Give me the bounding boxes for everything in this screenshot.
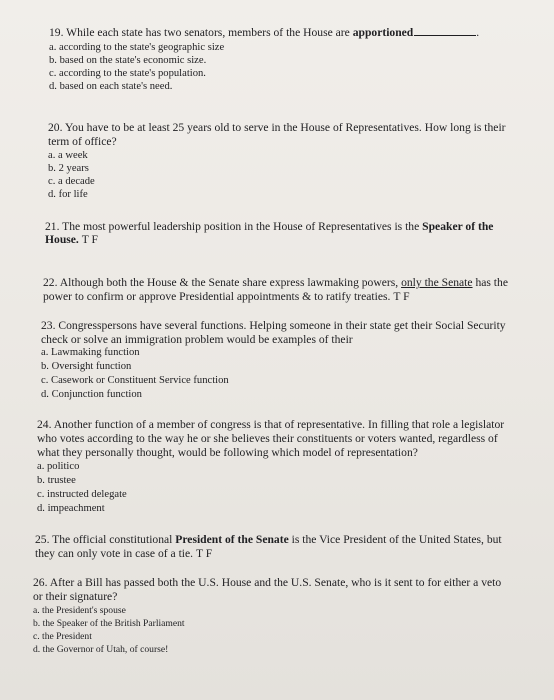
- question-25-stem-line-1: 25. The official constitutional President of the Senate is the Vice President of the United States, but: [35, 533, 502, 546]
- option-c: c. Casework or Constituent Service function: [41, 375, 229, 386]
- question-24-stem-line-2: who votes according to the way he or she believes their constituents or voters wanted, regardless of: [37, 432, 498, 445]
- option-c: c. the President: [33, 631, 92, 642]
- option-c: c. according to the state's population.: [49, 68, 206, 79]
- option-d: d. Conjunction function: [41, 389, 142, 400]
- question-26-stem-line-1: 26. After a Bill has passed both the U.S. House and the U.S. Senate, who is it sent to for either a veto: [33, 576, 502, 589]
- answer-blank: [414, 26, 476, 36]
- option-a: a. the President's spouse: [33, 605, 126, 616]
- question-23-stem-line-1: 23. Congresspersons have several functions. Helping someone in their state get their Social Security: [41, 319, 506, 332]
- question-25-stem-line-2: they can only vote in case of a tie. T F: [35, 547, 213, 560]
- option-d: d. for life: [48, 189, 88, 200]
- option-b: b. based on the state's economic size.: [49, 55, 207, 66]
- question-24-stem-line-1: 24. Another function of a member of congress is that of representative. In filling that role a legislator: [37, 418, 505, 431]
- option-a: a. Lawmaking function: [41, 347, 140, 358]
- question-23-stem-line-2: check or solve an immigration problem would be examples of their: [41, 333, 353, 346]
- true-false-choice: T F: [195, 547, 213, 560]
- true-false-choice: T F: [81, 233, 98, 246]
- option-a: a. politico: [37, 461, 80, 472]
- option-b: b. trustee: [37, 475, 76, 486]
- question-21-stem-line-1: 21. The most powerful leadership position in the House of Representatives is the Speaker of the: [45, 220, 494, 233]
- option-c: c. instructed delegate: [37, 489, 127, 500]
- question-20-stem-line-2: term of office?: [48, 135, 117, 148]
- option-a: a. according to the state's geographic size: [49, 42, 225, 53]
- option-a: a. a week: [48, 150, 88, 161]
- question-22-stem-line-1: 22. Although both the House & the Senate share express lawmaking powers, only the Senate has the: [43, 276, 508, 289]
- option-d: d. based on each state's need.: [49, 81, 173, 92]
- true-false-choice: T F: [393, 290, 410, 303]
- option-c: c. a decade: [48, 176, 95, 187]
- question-22-stem-line-2: power to confirm or approve Presidential appointments & to ratify treaties. T F: [43, 290, 410, 303]
- question-21-stem-line-2: House. T F: [45, 233, 98, 246]
- question-26-stem-line-2: or their signature?: [33, 590, 118, 603]
- option-b: b. 2 years: [48, 163, 89, 174]
- option-b: b. the Speaker of the British Parliament: [33, 618, 185, 629]
- option-d: d. impeachment: [37, 503, 105, 514]
- option-b: b. Oversight function: [41, 361, 132, 372]
- question-24-stem-line-3: what they personally thought, would be following which model of representation?: [37, 446, 418, 459]
- question-19-stem: 19. While each state has two senators, members of the House are apportioned .: [49, 26, 480, 39]
- option-d: d. the Governor of Utah, of course!: [33, 644, 169, 655]
- question-20-stem-line-1: 20. You have to be at least 25 years old to serve in the House of Representatives. How long is their: [48, 121, 506, 134]
